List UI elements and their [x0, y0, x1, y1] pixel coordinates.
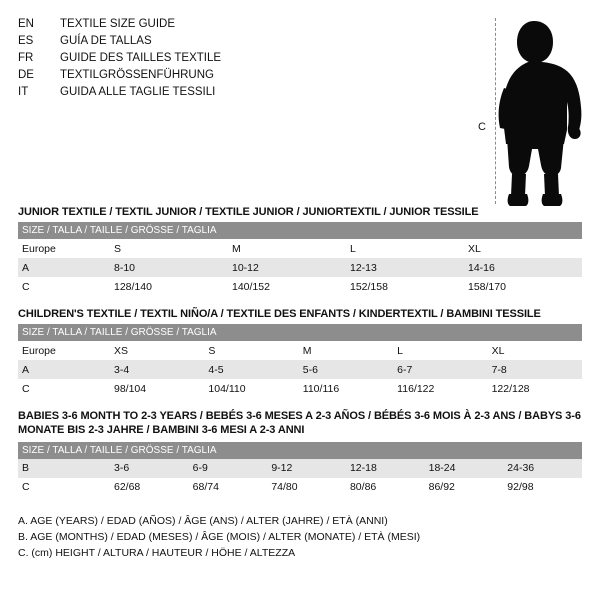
- column-header: L: [346, 239, 464, 258]
- language-row: [18, 16, 221, 33]
- column-header: XL: [464, 239, 582, 258]
- cell: 7-8: [488, 360, 582, 379]
- table-row: [18, 379, 582, 398]
- cell: 68/74: [189, 478, 268, 497]
- row-label: C: [18, 277, 110, 296]
- language-title-list: [18, 16, 221, 101]
- row-label: A: [18, 360, 110, 379]
- cell: 152/158: [346, 277, 464, 296]
- cell: 104/110: [204, 379, 298, 398]
- language-row: [18, 33, 221, 50]
- language-code: FR: [18, 52, 34, 65]
- section-title: JUNIOR TEXTILE / TEXTIL JUNIOR / TEXTILE JUNIOR / JUNIORTEXTIL / JUNIOR TESSILE: [18, 206, 479, 218]
- section-title: BABIES 3-6 MONTH TO 2-3 YEARS / BEBÉS 3-6 MESES A 2-3 AÑOS / BÉBÉS 3-6 MOIS À 2-3 ANS / BABYS 3-6 MONATE BIS 2-3 JAHRE / BAMBINI 3-6 MESI A 2-3 ANNI: [18, 410, 581, 436]
- section-title: CHILDREN'S TEXTILE / TEXTIL NIÑO/A / TEXTILE DES ENFANTS / KINDERTEXTIL / BAMBINI TESSILE: [18, 308, 541, 320]
- cell: 80/86: [346, 478, 425, 497]
- cell: 8-10: [110, 258, 228, 277]
- cell: 110/116: [299, 379, 393, 398]
- table-row: [18, 478, 582, 497]
- column-header: Europe: [18, 341, 110, 360]
- column-header: M: [299, 341, 393, 360]
- cell: 18-24: [425, 459, 504, 478]
- column-header: S: [110, 239, 228, 258]
- language-label: TEXTILGRÖSSENFÜHRUNG: [60, 69, 214, 82]
- language-code: EN: [18, 18, 34, 30]
- babies-size-table: [18, 442, 582, 497]
- column-header: XL: [488, 341, 582, 360]
- table-row: [18, 360, 582, 379]
- section-babies: [18, 410, 582, 497]
- language-label: GUÍA DE TALLAS: [60, 35, 152, 48]
- language-code: DE: [18, 69, 34, 82]
- cell: 4-5: [204, 360, 298, 379]
- language-code: ES: [18, 35, 34, 48]
- cell: 12-18: [346, 459, 425, 478]
- table-head-row: [18, 442, 582, 459]
- row-label: C: [18, 478, 110, 497]
- toddler-silhouette-icon: [498, 18, 600, 210]
- table-row: [18, 258, 582, 277]
- language-label: TEXTILE SIZE GUIDE: [60, 18, 176, 30]
- junior-size-table: [18, 222, 582, 296]
- cell: 5-6: [299, 360, 393, 379]
- language-row: [18, 84, 221, 101]
- table-head-label: SIZE / TALLA / TAILLE / GRÖSSE / TAGLIA: [18, 324, 582, 341]
- row-label: A: [18, 258, 110, 277]
- children-size-table: [18, 324, 582, 398]
- table-head-label: SIZE / TALLA / TAILLE / GRÖSSE / TAGLIA: [18, 442, 582, 459]
- cell: 3-4: [110, 360, 204, 379]
- table-row: [18, 239, 582, 258]
- column-header: L: [393, 341, 487, 360]
- legend-line: C. (cm) HEIGHT / ALTURA / HAUTEUR / HÖHE / ALTEZZA: [18, 547, 296, 560]
- table-head-row: [18, 222, 582, 239]
- section-junior: [18, 206, 582, 296]
- language-row: [18, 50, 221, 67]
- cell: 6-9: [189, 459, 268, 478]
- cell: 10-12: [228, 258, 346, 277]
- language-label: GUIDE DES TAILLES TEXTILE: [60, 52, 222, 65]
- section-children: [18, 308, 582, 398]
- cell: 62/68: [110, 478, 189, 497]
- language-label: GUIDA ALLE TAGLIE TESSILI: [60, 86, 216, 99]
- table-head-row: [18, 324, 582, 341]
- legend: [18, 513, 582, 562]
- cell: 24-36: [503, 459, 582, 478]
- height-measure-label: C: [478, 121, 486, 133]
- height-guide-line: [495, 18, 496, 204]
- table-row: [18, 277, 582, 296]
- legend-line: B. AGE (MONTHS) / EDAD (MESES) / ÂGE (MOIS) / ALTER (MONATE) / ETÀ (MESI): [18, 530, 421, 543]
- cell: 98/104: [110, 379, 204, 398]
- cell: 116/122: [393, 379, 487, 398]
- cell: 3-6: [110, 459, 189, 478]
- header: [18, 16, 582, 206]
- table-head-label: SIZE / TALLA / TAILLE / GRÖSSE / TAGLIA: [18, 222, 582, 239]
- language-code: IT: [18, 86, 29, 99]
- cell: 9-12: [267, 459, 346, 478]
- row-label: B: [18, 459, 110, 478]
- column-header: Europe: [18, 239, 110, 258]
- column-header: S: [204, 341, 298, 360]
- cell: 86/92: [425, 478, 504, 497]
- cell: 6-7: [393, 360, 487, 379]
- column-header: M: [228, 239, 346, 258]
- cell: 122/128: [488, 379, 582, 398]
- measurement-figure: [458, 16, 600, 211]
- cell: 158/170: [464, 277, 582, 296]
- cell: 14-16: [464, 258, 582, 277]
- cell: 92/98: [503, 478, 582, 497]
- cell: 12-13: [346, 258, 464, 277]
- table-row: [18, 459, 582, 478]
- legend-line: A. AGE (YEARS) / EDAD (AÑOS) / ÂGE (ANS) / ALTER (JAHRE) / ETÀ (ANNI): [18, 514, 388, 527]
- cell: 74/80: [267, 478, 346, 497]
- cell: 140/152: [228, 277, 346, 296]
- language-row: [18, 67, 221, 84]
- table-row: [18, 341, 582, 360]
- cell: 128/140: [110, 277, 228, 296]
- column-header: XS: [110, 341, 204, 360]
- row-label: C: [18, 379, 110, 398]
